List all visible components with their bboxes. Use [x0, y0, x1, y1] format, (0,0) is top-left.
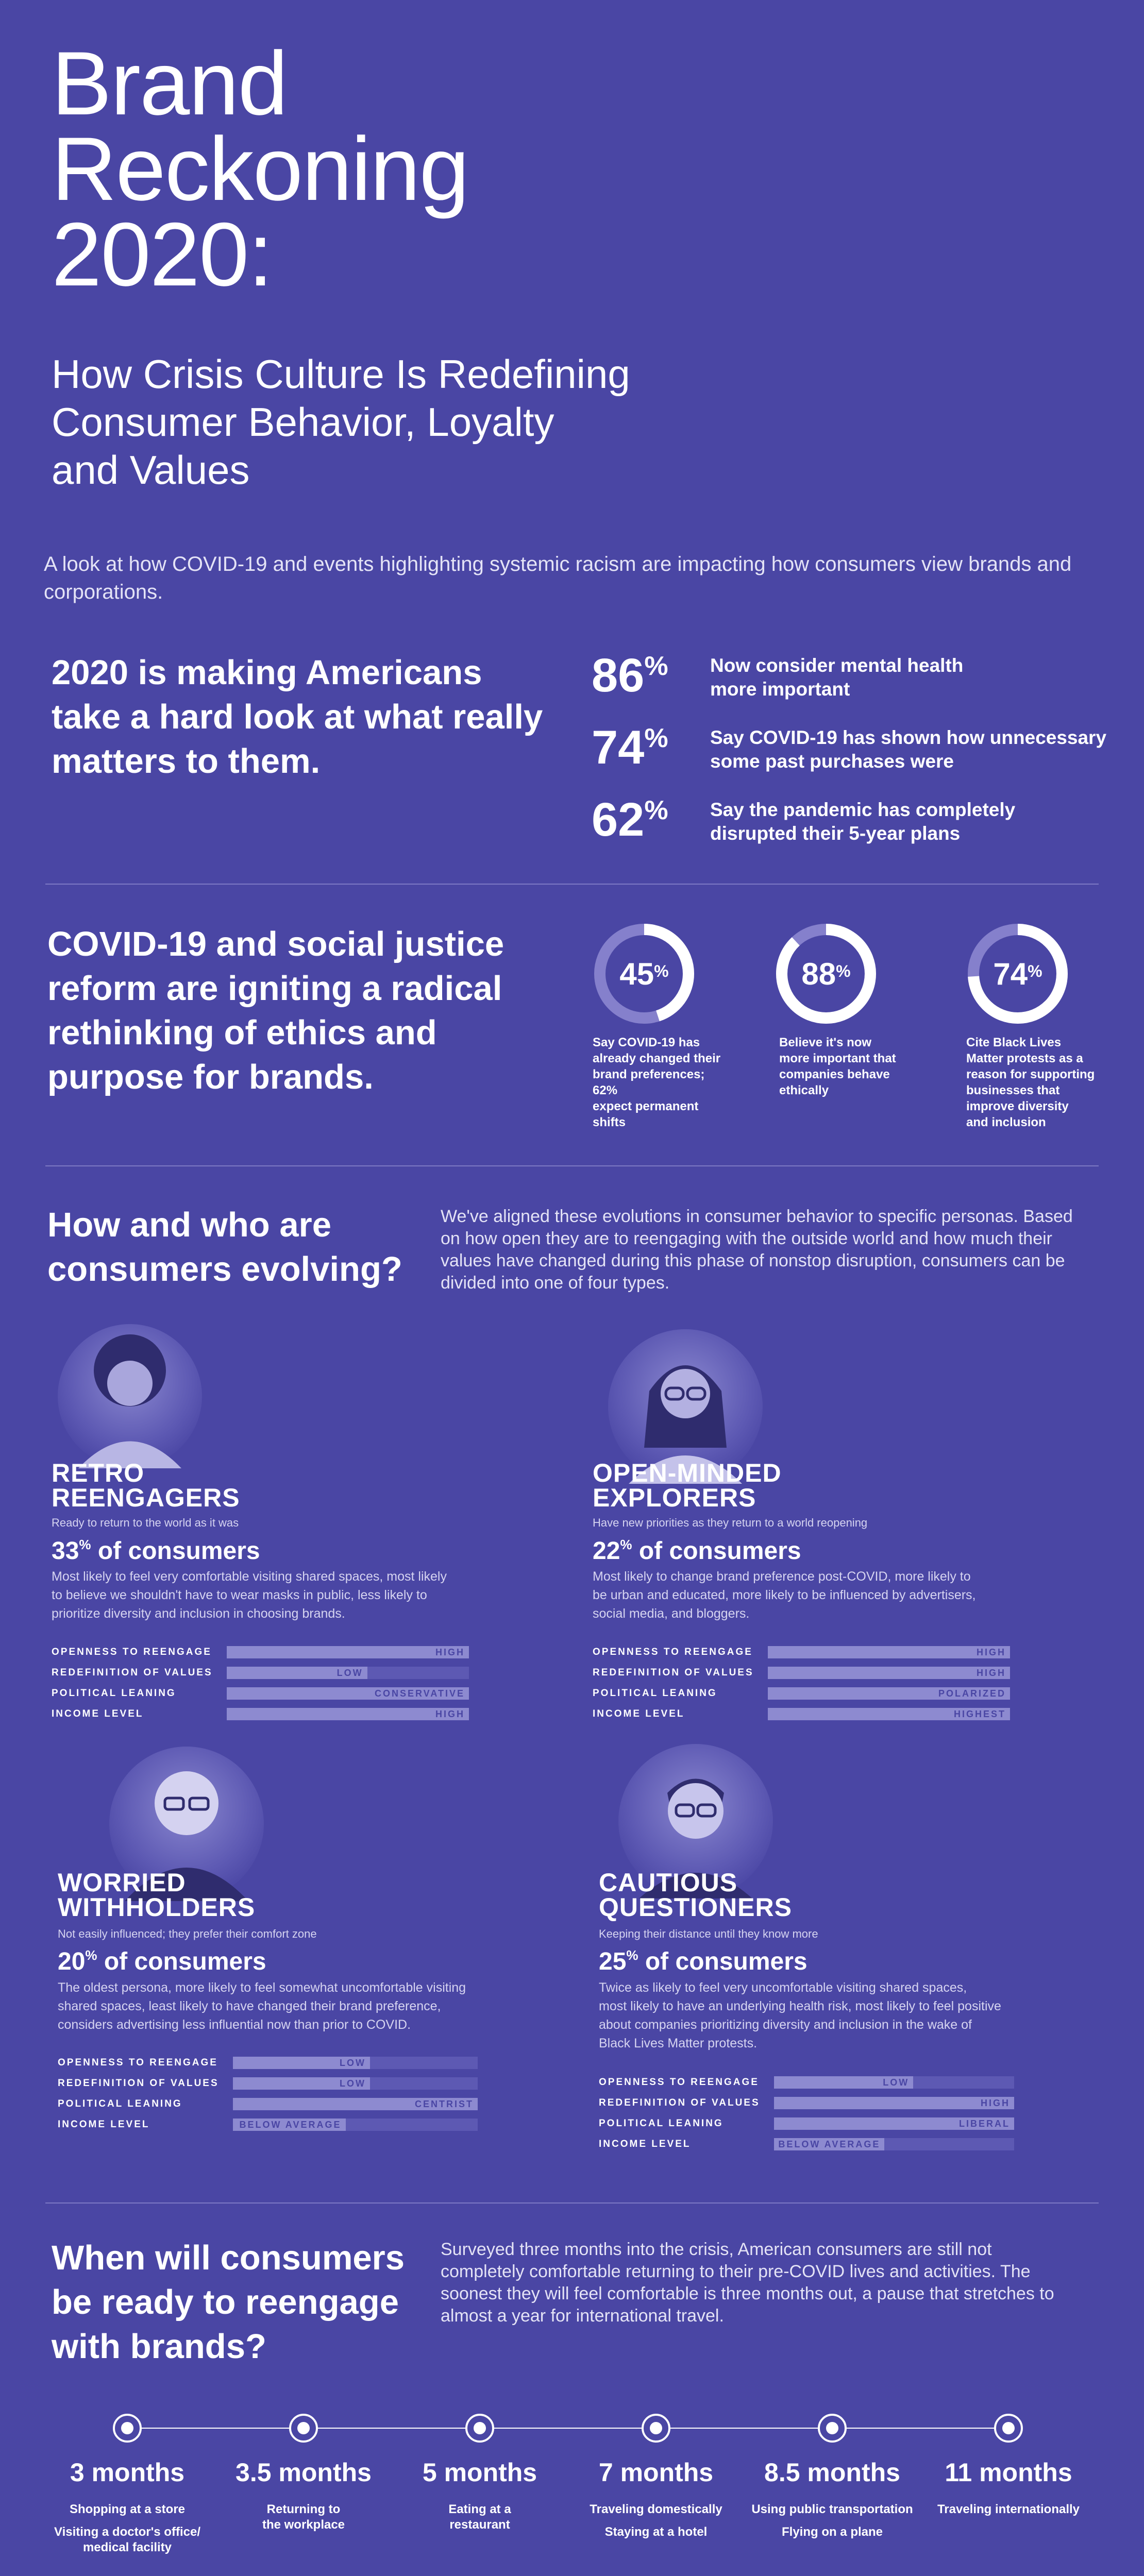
persona-description: Twice as likely to feel very uncomfortable visiting shared spaces, most likely to have an underlying health risk, most likely to feel positive about companies prioritizing diversity and inclusion in the wake of Black Lives Matter protests. — [599, 1980, 1001, 2050]
persona-name: CAUTIOUS QUESTIONERS — [599, 1868, 792, 1922]
persona-share: 33% of consumers — [52, 1537, 260, 1565]
section1-headline: 2020 is making Americans take a hard look at what really matters to them. — [52, 653, 543, 781]
metric-bar — [774, 2138, 1014, 2150]
ring-label: Say COVID-19 has already changed their brand preferences; 62% expect permanent shifts — [593, 1036, 721, 1129]
metric-label: REDEFINITION OF VALUES — [593, 1667, 754, 1678]
metric-bar — [768, 1687, 1010, 1700]
timeline-activity-line: Using public transportation — [751, 2502, 913, 2516]
metric-label: INCOME LEVEL — [599, 2139, 691, 2149]
timeline-activity-line: Traveling domestically — [590, 2502, 722, 2516]
timeline-activity — [45, 2502, 210, 2517]
timeline-when: 11 months — [945, 2458, 1072, 2487]
timeline-activity — [750, 2524, 915, 2540]
timeline-activity-line: Visiting a doctor's office/ — [54, 2525, 200, 2539]
section4-headline: When will consumers be ready to reengage with brands? — [52, 2239, 405, 2366]
timeline-activity-line: Traveling internationally — [937, 2502, 1080, 2516]
timeline-dot — [818, 2414, 847, 2443]
metric-bar — [227, 1667, 469, 1679]
metric-value: HIGH — [981, 2098, 1010, 2108]
metric-bar — [768, 1708, 1010, 1720]
stat-value: 74% — [592, 721, 668, 774]
section4-intro: Surveyed three months into the crisis, American consumers are still not completely comfortable returning to their pre-COVID lives and activities. The soonest they will feel comfortable is three months out, a pause that stretches to almost a year for international travel. — [441, 2240, 1054, 2326]
timeline-dot — [994, 2414, 1023, 2443]
persona-tagline: Keeping their distance until they know more — [599, 1927, 818, 1940]
metric-label: REDEFINITION OF VALUES — [58, 2078, 219, 2089]
metric-value: LOW — [340, 2078, 366, 2089]
timeline-when: 8.5 months — [764, 2458, 900, 2487]
metric-value: LOW — [337, 1668, 363, 1678]
person-silhouette-icon — [58, 1324, 202, 1468]
metric-bar-fill — [774, 2097, 1014, 2109]
timeline-when: 5 months — [422, 2458, 537, 2487]
page-title: Brand Reckoning 2020: — [52, 33, 468, 305]
stat-label: Say COVID-19 has shown how unnecessary some past purchases were — [710, 727, 1107, 772]
persona-metrics — [58, 2057, 478, 2139]
ring-value: 74 % — [993, 956, 1042, 991]
timeline-line — [127, 2428, 1010, 2429]
timeline-activity-line: Shopping at a store — [69, 2502, 185, 2516]
metric-label: OPENNESS TO REENGAGE — [52, 1647, 212, 1657]
timeline-activity — [926, 2502, 1091, 2517]
timeline-activity-line: Returning to — [266, 2502, 341, 2516]
timeline-dot — [289, 2414, 318, 2443]
stat-label: Now consider mental health more important — [710, 655, 964, 700]
metric-bar-fill — [768, 1667, 1010, 1679]
timeline-activity — [574, 2502, 738, 2517]
divider — [45, 1165, 1099, 1166]
section2-headline: COVID-19 and social justice reform are igniting a radical rethinking of ethics and purpose for brands. — [47, 925, 504, 1096]
metric-bar — [233, 2119, 478, 2131]
timeline-activity-line: Staying at a hotel — [604, 2525, 708, 2539]
metric-label: INCOME LEVEL — [58, 2119, 150, 2130]
persona-metrics — [599, 2076, 1014, 2159]
metric-bar — [233, 2077, 478, 2090]
metric-bar — [233, 2098, 478, 2110]
metric-bar — [768, 1646, 1010, 1658]
persona-name: OPEN-MINDED EXPLORERS — [593, 1459, 782, 1512]
timeline-when: 7 months — [598, 2458, 714, 2487]
ring-value: 88 % — [801, 956, 851, 991]
timeline-dot — [642, 2414, 670, 2443]
metric-bar — [233, 2057, 478, 2069]
intro-text: A look at how COVID-19 and events highlighting systemic racism are impacting how consumers view brands and corporations. — [44, 553, 1072, 603]
persona-photo-retro — [58, 1324, 202, 1468]
metric-value: LOW — [883, 2077, 910, 2088]
divider — [45, 884, 1099, 885]
metric-value: CONSERVATIVE — [374, 1688, 465, 1699]
metric-bar — [227, 1708, 469, 1720]
timeline-item — [926, 2458, 1091, 2517]
page-subtitle: How Crisis Culture Is Redefining Consumer Behavior, Loyalty and Values — [52, 351, 630, 493]
metric-label: OPENNESS TO REENGAGE — [599, 2077, 759, 2088]
metric-bar-fill — [227, 1646, 469, 1658]
metric-label: INCOME LEVEL — [52, 1708, 144, 1719]
persona-description: The oldest persona, more likely to feel somewhat uncomfortable visiting shared spaces, least likely to have changed their brand preference, considers advertising less influential now than prior to COVID. — [58, 1980, 466, 2032]
metric-bar — [227, 1646, 469, 1658]
timeline-activity-line: Flying on a plane — [781, 2525, 883, 2539]
metric-bar — [774, 2097, 1014, 2109]
timeline-activity — [397, 2502, 562, 2533]
stat-label: Say the pandemic has completely disrupted their 5-year plans — [710, 799, 1016, 844]
timeline-when: 3 months — [70, 2458, 185, 2487]
metric-bar-fill — [768, 1646, 1010, 1658]
persona-name: WORRIED WITHHOLDERS — [58, 1868, 256, 1922]
persona-tagline: Have new priorities as they return to a world reopening — [593, 1516, 868, 1529]
persona-tagline: Not easily influenced; they prefer their comfort zone — [58, 1927, 317, 1940]
section3-intro: We've aligned these evolutions in consumer behavior to specific personas. Based on how open they are to reengaging with the outside world and how much their values have changed during this phase of nonstop disruption, consumers can be divided into one of four types. — [441, 1207, 1073, 1293]
metric-label: POLITICAL LEANING — [52, 1688, 176, 1699]
metric-label: OPENNESS TO REENGAGE — [593, 1647, 753, 1657]
timeline-item — [45, 2458, 210, 2555]
metric-label: REDEFINITION OF VALUES — [52, 1667, 213, 1678]
section3-headline: How and who are consumers evolving? — [47, 1206, 402, 1289]
timeline-activity-line: medical facility — [82, 2540, 172, 2554]
metric-label: POLITICAL LEANING — [593, 1688, 717, 1699]
ring-value: 45 % — [619, 956, 669, 991]
timeline-activity-line: the workplace — [262, 2518, 345, 2532]
persona-tagline: Ready to return to the world as it was — [52, 1516, 239, 1529]
timeline-activity — [750, 2502, 915, 2517]
metric-label: INCOME LEVEL — [593, 1708, 685, 1719]
metric-value: LIBERAL — [959, 2119, 1010, 2129]
metric-value: HIGH — [977, 1647, 1006, 1657]
metric-bar — [774, 2117, 1014, 2130]
ring-label: Cite Black Lives Matter protests as a reason for supporting businesses that improve diversity and inclusion — [966, 1036, 1095, 1129]
timeline-activity — [45, 2524, 210, 2555]
metric-label: REDEFINITION OF VALUES — [599, 2097, 760, 2108]
timeline-item — [221, 2458, 386, 2533]
metric-value: HIGHEST — [953, 1709, 1006, 1719]
timeline-dot — [113, 2414, 142, 2443]
metric-value: POLARIZED — [938, 1688, 1006, 1699]
persona-description: Most likely to change brand preference post-COVID, more likely to be urban and educated, more likely to be influenced by advertisers, social media, and bloggers. — [593, 1569, 976, 1621]
percent-ring — [593, 922, 696, 1025]
timeline-activity — [221, 2502, 386, 2533]
metric-value: HIGH — [977, 1668, 1006, 1678]
percent-ring — [966, 922, 1069, 1025]
timeline-activity-line: Eating at a — [448, 2502, 511, 2516]
persona-share: 22% of consumers — [593, 1537, 801, 1565]
metric-value: BELOW AVERAGE — [778, 2139, 881, 2149]
timeline-item — [574, 2458, 738, 2540]
timeline-dot — [465, 2414, 494, 2443]
metric-bar — [774, 2076, 1014, 2089]
persona-description: Most likely to feel very comfortable visiting shared spaces, most likely to believe we shouldn't have to wear masks in public, less likely to prioritize diversity and inclusion in choosing brands. — [52, 1569, 447, 1621]
metric-label: POLITICAL LEANING — [58, 2098, 182, 2109]
metric-value: BELOW AVERAGE — [239, 2120, 342, 2130]
timeline-when: 3.5 months — [235, 2458, 372, 2487]
timeline-activity-line: restaurant — [449, 2518, 510, 2532]
ring-label: Believe it's now more important that companies behave ethically — [779, 1036, 896, 1097]
persona-name: RETRO REENGAGERS — [52, 1459, 240, 1512]
timeline-activity — [574, 2524, 738, 2540]
percent-ring — [775, 922, 878, 1025]
metric-label: POLITICAL LEANING — [599, 2118, 724, 2129]
stat-value: 86% — [592, 649, 668, 702]
metric-value: CENTRIST — [415, 2099, 474, 2109]
metric-value: LOW — [340, 2058, 366, 2068]
timeline-item — [750, 2458, 915, 2540]
metric-label: OPENNESS TO REENGAGE — [58, 2057, 218, 2068]
metric-bar — [768, 1667, 1010, 1679]
divider — [45, 2202, 1099, 2204]
persona-metrics — [52, 1646, 469, 1728]
metric-value: HIGH — [435, 1647, 465, 1657]
metric-value: HIGH — [435, 1709, 465, 1719]
stat-value: 62% — [592, 793, 668, 846]
metric-bar — [227, 1687, 469, 1700]
metric-bar-fill — [227, 1708, 469, 1720]
persona-share: 25% of consumers — [599, 1947, 807, 1975]
persona-metrics — [593, 1646, 1010, 1728]
persona-share: 20% of consumers — [58, 1947, 266, 1975]
timeline-item — [397, 2458, 562, 2533]
